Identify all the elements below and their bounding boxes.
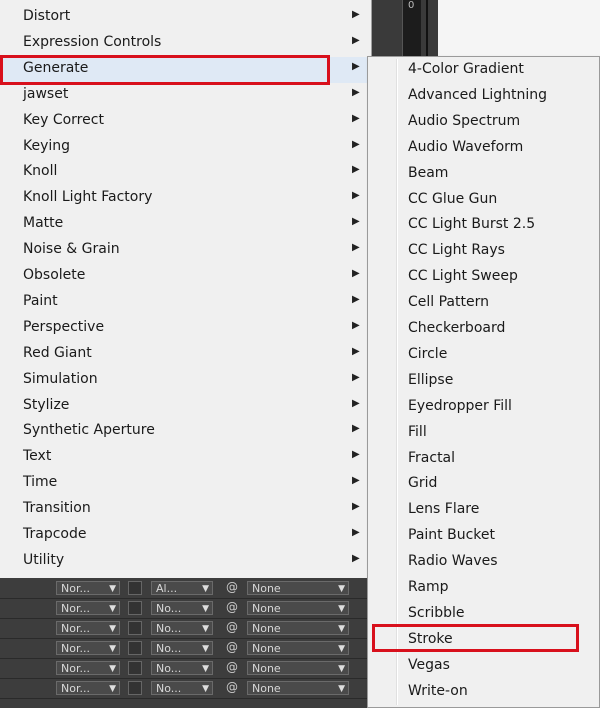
submenu-item-eyedropper-fill[interactable] [368, 395, 599, 421]
submenu-item-label: CC Light Rays [408, 242, 505, 259]
track-matte-dropdown[interactable] [151, 681, 213, 695]
menu-item-label: Knoll [23, 163, 58, 180]
viewer-area [438, 0, 600, 56]
pickwhip-spiral-icon[interactable]: @ [226, 580, 238, 594]
menu-item-label: Time [23, 474, 58, 491]
layer-row [0, 578, 372, 599]
layer-row [0, 658, 372, 679]
submenu-item-4-color-gradient[interactable] [368, 58, 599, 84]
blend-mode-value: Nor... [61, 642, 90, 655]
menu-item-paint[interactable] [0, 290, 370, 316]
dropdown-arrow-icon: ▼ [109, 604, 116, 614]
parent-dropdown[interactable] [247, 601, 349, 615]
submenu-arrow-icon: ▶ [352, 423, 360, 435]
submenu-item-label: Circle [408, 345, 448, 362]
submenu-item-cell-pattern[interactable] [368, 291, 599, 317]
track-matte-value: No... [156, 682, 182, 695]
menu-item-label: Knoll Light Factory [23, 189, 153, 206]
layer-row [0, 618, 372, 639]
generate-submenu [367, 56, 600, 708]
dropdown-arrow-icon: ▼ [109, 644, 116, 654]
menu-item-label: Key Correct [23, 111, 104, 128]
menu-item-label: Matte [23, 215, 64, 232]
blend-mode-dropdown[interactable] [56, 681, 120, 695]
dropdown-arrow-icon: ▼ [338, 584, 345, 594]
menu-item-expression-controls[interactable] [0, 31, 370, 57]
menu-item-obsolete[interactable] [0, 264, 370, 290]
submenu-item-audio-spectrum[interactable] [368, 110, 599, 136]
pickwhip-spiral-icon[interactable]: @ [226, 620, 238, 634]
submenu-item-fill[interactable] [368, 421, 599, 447]
menu-item-label: Simulation [23, 370, 98, 387]
menu-item-label: Obsolete [23, 267, 86, 283]
blend-mode-value: Nor... [61, 682, 90, 695]
pickwhip-spiral-icon[interactable]: @ [226, 640, 238, 654]
submenu-item-vegas[interactable] [368, 654, 599, 680]
menu-item-label: Paint [23, 292, 58, 309]
submenu-arrow-icon: ▶ [352, 397, 360, 409]
submenu-item-ellipse[interactable] [368, 369, 599, 395]
submenu-item-label: Audio Waveform [408, 138, 524, 155]
menu-item-distort[interactable] [0, 5, 370, 31]
menu-item-red-giant[interactable] [0, 342, 370, 368]
ruler [402, 0, 421, 56]
parent-dropdown[interactable] [247, 681, 349, 695]
menu-item-text[interactable] [0, 445, 370, 471]
submenu-item-lens-flare[interactable] [368, 498, 599, 524]
preserve-transparency-checkbox[interactable] [128, 601, 142, 615]
preserve-transparency-checkbox[interactable] [128, 641, 142, 655]
submenu-item-label: Fill [408, 423, 427, 440]
preserve-transparency-checkbox[interactable] [128, 681, 142, 695]
track-matte-value: No... [156, 642, 182, 655]
submenu-arrow-icon: ▶ [352, 138, 360, 150]
parent-dropdown[interactable] [247, 581, 349, 595]
parent-dropdown[interactable] [247, 641, 349, 655]
submenu-item-audio-waveform[interactable] [368, 136, 599, 162]
track-matte-dropdown[interactable] [151, 661, 213, 675]
submenu-item-ramp[interactable] [368, 576, 599, 602]
dropdown-arrow-icon: ▼ [202, 604, 209, 614]
submenu-arrow-icon: ▶ [352, 293, 360, 305]
submenu-item-label: Vegas [408, 656, 450, 673]
dropdown-arrow-icon: ▼ [338, 624, 345, 634]
submenu-item-label: 4-Color Gradient [408, 61, 524, 77]
ruler-number: 0 [408, 0, 415, 11]
submenu-item-label: Radio Waves [408, 553, 498, 570]
submenu-item-label: CC Glue Gun [408, 190, 498, 207]
divider [426, 0, 428, 56]
parent-dropdown[interactable] [247, 661, 349, 675]
parent-value: None [252, 582, 281, 595]
submenu-item-grid[interactable] [368, 472, 599, 498]
menu-item-label: Stylize [23, 396, 70, 413]
menu-item-jawset[interactable] [0, 83, 370, 109]
submenu-item-paint-bucket[interactable] [368, 524, 599, 550]
submenu-arrow-icon: ▶ [352, 216, 360, 228]
dropdown-arrow-icon: ▼ [109, 624, 116, 634]
pickwhip-spiral-icon[interactable]: @ [226, 680, 238, 694]
menu-item-label: Synthetic Aperture [23, 422, 155, 439]
dropdown-arrow-icon: ▼ [109, 584, 116, 594]
blend-mode-value: Nor... [61, 662, 90, 675]
submenu-item-checkerboard[interactable] [368, 317, 599, 343]
submenu-arrow-icon: ▶ [352, 60, 360, 72]
menu-item-transition[interactable] [0, 497, 370, 523]
dropdown-arrow-icon: ▼ [202, 624, 209, 634]
submenu-item-label: CC Light Burst 2.5 [408, 216, 536, 233]
menu-top-fragment [60, 0, 210, 4]
submenu-item-label: Audio Spectrum [408, 112, 521, 129]
preserve-transparency-checkbox[interactable] [128, 621, 142, 635]
track-matte-dropdown[interactable] [151, 601, 213, 615]
submenu-arrow-icon: ▶ [352, 268, 360, 279]
submenu-arrow-icon: ▶ [352, 86, 360, 98]
submenu-item-label: CC Light Sweep [408, 268, 518, 285]
menu-item-knoll[interactable] [0, 160, 370, 186]
dropdown-arrow-icon: ▼ [338, 604, 345, 614]
blend-mode-value: Nor... [61, 602, 90, 615]
blend-mode-value: Nor... [61, 622, 90, 635]
pickwhip-spiral-icon[interactable]: @ [226, 600, 238, 614]
menu-item-stylize[interactable] [0, 394, 370, 420]
submenu-item-label: Ramp [408, 579, 449, 595]
submenu-item-label: Lens Flare [408, 501, 480, 518]
blend-mode-dropdown[interactable] [56, 661, 120, 675]
submenu-arrow-icon: ▶ [352, 164, 360, 176]
submenu-arrow-icon: ▶ [352, 9, 360, 20]
track-matte-value: No... [156, 622, 182, 635]
layer-row [0, 678, 372, 699]
blend-mode-dropdown[interactable] [56, 601, 120, 615]
submenu-item-beam[interactable] [368, 162, 599, 188]
submenu-arrow-icon: ▶ [352, 527, 360, 538]
submenu-item-write-on[interactable] [368, 680, 599, 706]
parent-value: None [252, 622, 281, 635]
dropdown-arrow-icon: ▼ [202, 684, 209, 694]
submenu-item-label: Write-on [408, 682, 468, 699]
menu-item-knoll-light-factory[interactable] [0, 186, 370, 212]
layer-row [0, 638, 372, 659]
layer-panel [0, 578, 372, 708]
track-matte-value: No... [156, 662, 182, 675]
blend-mode-dropdown[interactable] [56, 621, 120, 635]
submenu-arrow-icon: ▶ [352, 242, 360, 254]
submenu-item-cc-light-sweep[interactable] [368, 265, 599, 291]
menu-item-key-correct[interactable] [0, 109, 370, 135]
dropdown-arrow-icon: ▼ [202, 644, 209, 654]
track-matte-dropdown[interactable] [151, 641, 213, 655]
layer-row [0, 598, 372, 619]
submenu-item-label: Eyedropper Fill [408, 397, 512, 414]
submenu-item-label: Ellipse [408, 371, 454, 388]
submenu-item-label: Beam [408, 164, 449, 181]
submenu-item-label: Scribble [408, 604, 465, 621]
preserve-transparency-checkbox[interactable] [128, 661, 142, 675]
dropdown-arrow-icon: ▼ [338, 664, 345, 674]
menu-item-simulation[interactable] [0, 368, 370, 394]
menu-item-label: Perspective [23, 318, 105, 335]
parent-value: None [252, 642, 281, 655]
submenu-arrow-icon: ▶ [352, 319, 360, 331]
parent-dropdown[interactable] [247, 621, 349, 635]
dropdown-arrow-icon: ▼ [338, 644, 345, 654]
parent-value: None [252, 662, 281, 675]
submenu-item-cc-glue-gun[interactable] [368, 188, 599, 214]
blend-mode-value: Nor... [61, 582, 90, 595]
stroke-highlight-box [372, 624, 579, 652]
parent-value: None [252, 682, 281, 695]
track-matte-value: No... [156, 602, 182, 615]
menu-item-label: Trapcode [23, 526, 87, 542]
blend-mode-dropdown[interactable] [56, 641, 120, 655]
menu-item-utility[interactable] [0, 549, 370, 575]
submenu-item-label: Fractal [408, 449, 456, 466]
track-matte-dropdown[interactable] [151, 621, 213, 635]
dropdown-arrow-icon: ▼ [202, 664, 209, 674]
submenu-arrow-icon: ▶ [352, 552, 360, 564]
submenu-item-cc-light-burst-2-5[interactable] [368, 213, 599, 239]
generate-highlight-box [0, 55, 330, 85]
submenu-arrow-icon: ▶ [352, 190, 360, 202]
submenu-arrow-icon: ▶ [352, 34, 360, 46]
submenu-item-radio-waves[interactable] [368, 550, 599, 576]
menu-item-label: Noise & Grain [23, 241, 120, 258]
submenu-arrow-icon: ▶ [352, 501, 360, 513]
submenu-item-label: Checkerboard [408, 320, 506, 336]
menu-item-label: Keying [23, 137, 71, 154]
submenu-arrow-icon: ▶ [352, 112, 360, 124]
submenu-item-label: Cell Pattern [408, 294, 489, 311]
submenu-item-label: Grid [408, 475, 438, 492]
submenu-item-circle[interactable] [368, 343, 599, 369]
menu-item-noise-and-grain[interactable] [0, 238, 370, 264]
submenu-item-label: Paint Bucket [408, 527, 495, 544]
dropdown-arrow-icon: ▼ [338, 684, 345, 694]
menu-item-label: Utility [23, 551, 65, 568]
menu-item-trapcode[interactable] [0, 523, 370, 549]
preserve-transparency-checkbox[interactable] [128, 581, 142, 595]
dropdown-arrow-icon: ▼ [202, 584, 209, 594]
menu-item-label: Generate [23, 59, 89, 76]
pickwhip-spiral-icon[interactable]: @ [226, 660, 238, 674]
parent-value: None [252, 602, 281, 615]
submenu-item-label: Advanced Lightning [408, 86, 548, 103]
menu-item-label: Expression Controls [23, 33, 162, 50]
menu-item-label: Distort [23, 8, 71, 24]
submenu-item-fractal[interactable] [368, 447, 599, 473]
menu-item-label: Text [23, 448, 52, 465]
submenu-arrow-icon: ▶ [352, 371, 360, 383]
menu-item-perspective[interactable] [0, 316, 370, 342]
submenu-arrow-icon: ▶ [352, 475, 360, 487]
submenu-arrow-icon: ▶ [352, 345, 360, 357]
menu-item-keying[interactable] [0, 135, 370, 161]
submenu-arrow-icon: ▶ [352, 449, 360, 461]
menu-item-label: jawset [23, 85, 69, 102]
menu-item-label: Transition [23, 500, 91, 517]
dropdown-arrow-icon: ▼ [109, 684, 116, 694]
timeline-panel-top [370, 0, 600, 56]
menu-item-label: Red Giant [23, 344, 92, 361]
menu-item-matte[interactable] [0, 212, 370, 238]
submenu-item-advanced-lightning[interactable] [368, 84, 599, 110]
track-matte-value: Al... [156, 582, 178, 595]
blend-mode-dropdown[interactable] [56, 581, 120, 595]
dropdown-arrow-icon: ▼ [109, 664, 116, 674]
track-matte-dropdown[interactable] [151, 581, 213, 595]
submenu-item-label: Stroke [408, 630, 453, 647]
menu-item-time[interactable] [0, 471, 370, 497]
menu-item-synthetic-aperture[interactable] [0, 419, 370, 445]
submenu-item-cc-light-rays[interactable] [368, 239, 599, 265]
